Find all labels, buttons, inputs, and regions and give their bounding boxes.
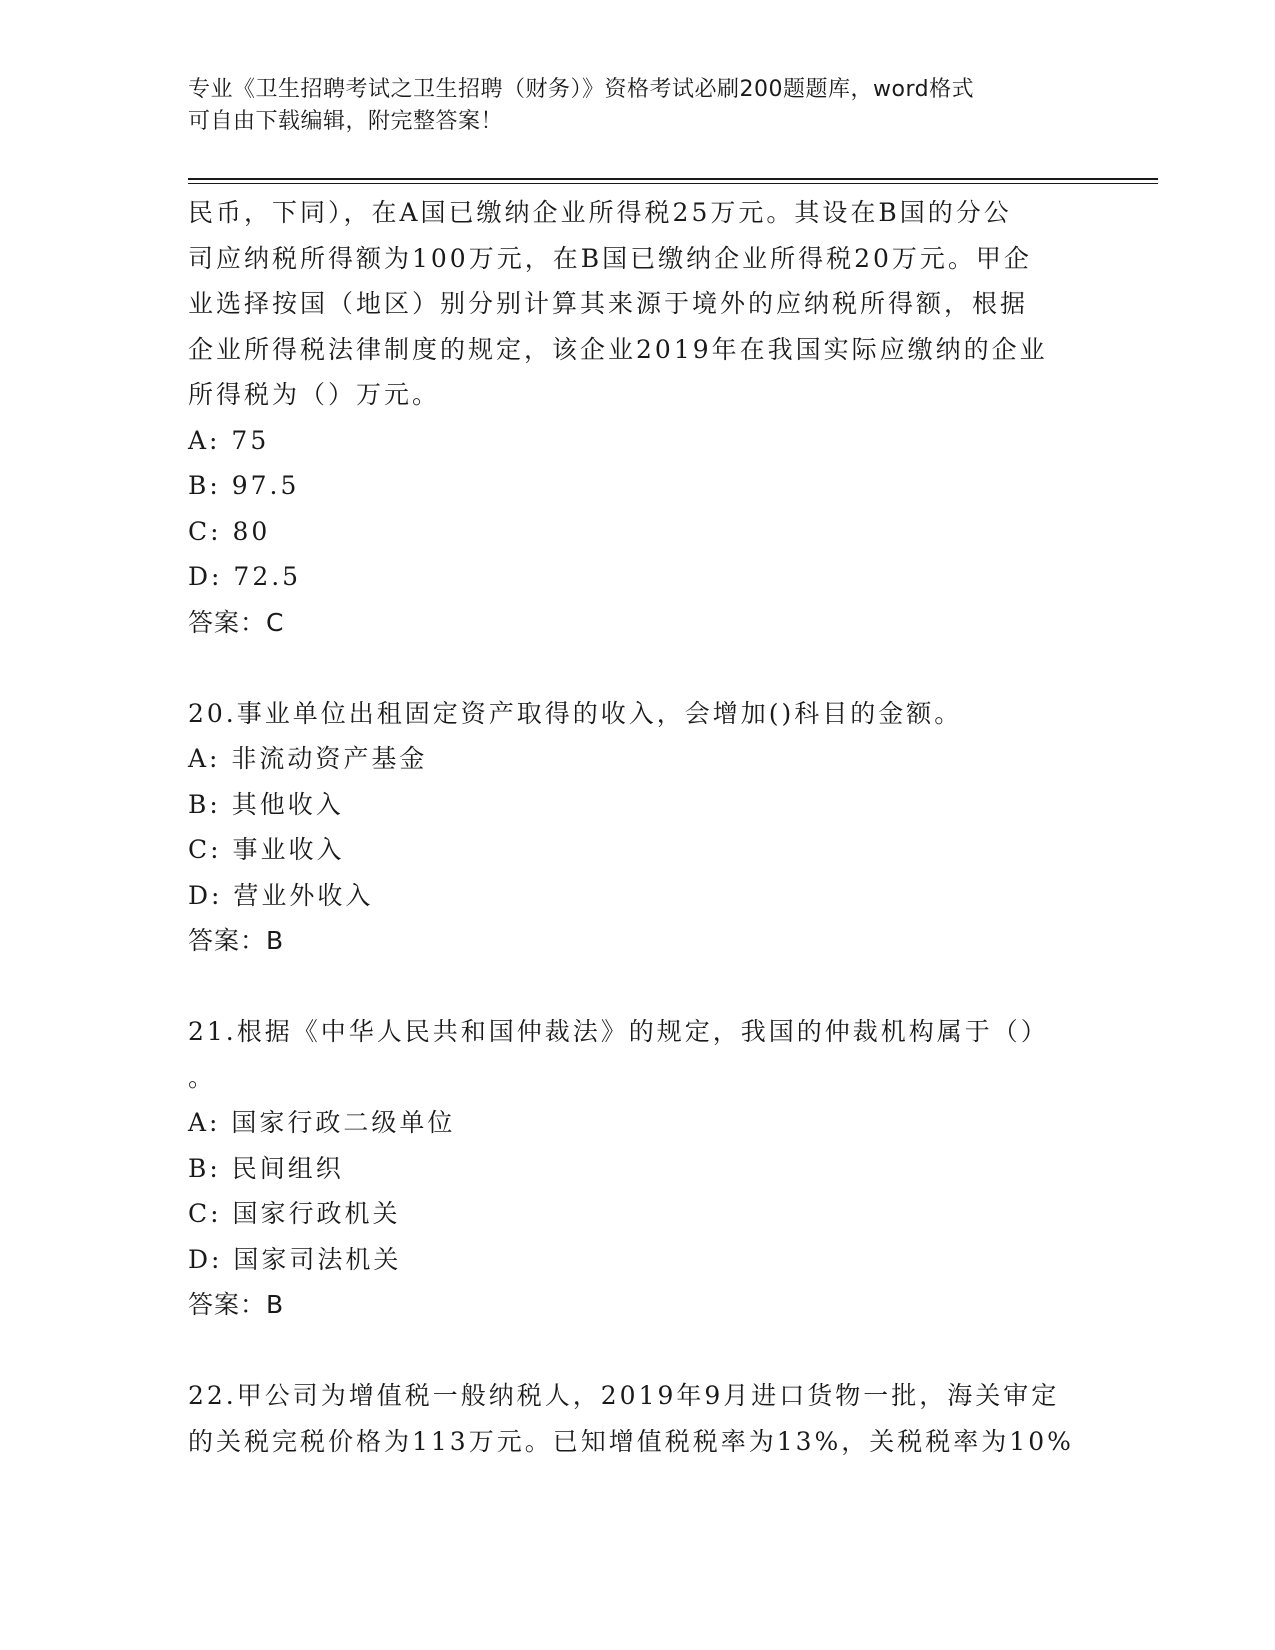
question-content xyxy=(188,190,1088,1464)
question-19-option-a: A: 75 xyxy=(188,425,270,455)
question-19-text-line: 民币，下同），在A国已缴纳企业所得税25万元。其设在B国的分公 xyxy=(188,198,1012,227)
question-21-answer: 答案：B xyxy=(188,1290,285,1319)
question-21-option-d: D: 国家司法机关 xyxy=(188,1244,402,1274)
question-20-option-a: A: 非流动资产基金 xyxy=(188,744,428,773)
question-21 xyxy=(188,1009,1088,1328)
question-19-text-line: 所得税为（）万元。 xyxy=(188,380,441,409)
question-20-text: 20.事业单位出租固定资产取得的收入，会增加()科目的金额。 xyxy=(188,698,963,728)
question-21-text-line: 。 xyxy=(188,1062,217,1092)
header-title-line-1: 专业《卫生招聘考试之卫生招聘（财务）》资格考试必刷200题题库，word格式 xyxy=(188,77,975,102)
question-20-option-d: D: 营业外收入 xyxy=(188,880,374,910)
question-21-option-a: A: 国家行政二级单位 xyxy=(188,1108,456,1137)
question-19-option-b: B: 97.5 xyxy=(188,471,300,500)
document-header xyxy=(188,74,1068,138)
question-21-text-line: 21.根据《中华人民共和国仲裁法》的规定，我国的仲裁机构属于（） xyxy=(188,1017,1049,1046)
question-21-option-b: B: 民间组织 xyxy=(188,1153,344,1183)
question-22 xyxy=(188,1373,1088,1464)
question-19-text-line: 企业所得税法律制度的规定，该企业2019年在我国实际应缴纳的企业 xyxy=(188,334,1048,364)
question-21-option-c: C: 国家行政机关 xyxy=(188,1199,401,1228)
header-divider-thin xyxy=(188,183,1158,184)
question-19-option-d: D: 72.5 xyxy=(188,562,302,591)
question-19-answer: 答案：C xyxy=(188,607,285,637)
question-22-text-line: 22.甲公司为增值税一般纳税人，2019年9月进口货物一批，海关审定 xyxy=(188,1381,1060,1410)
spacer xyxy=(188,645,1088,691)
spacer xyxy=(188,964,1088,1010)
header-divider-thick xyxy=(188,178,1158,180)
question-19-option-c: C: 80 xyxy=(188,516,271,546)
header-title-line-2: 可自由下载编辑，附完整答案！ xyxy=(188,109,504,134)
question-19-text-line: 司应纳税所得额为100万元，在B国已缴纳企业所得税20万元。甲企 xyxy=(188,243,1032,273)
question-20 xyxy=(188,691,1088,964)
question-19 xyxy=(188,190,1088,645)
question-20-answer: 答案：B xyxy=(188,926,285,955)
question-20-option-c: C: 事业收入 xyxy=(188,835,345,864)
question-20-option-b: B: 其他收入 xyxy=(188,789,344,819)
question-22-text-line: 的关税完税价格为113万元。已知增值税税率为13%，关税税率为10% xyxy=(188,1426,1074,1456)
question-19-text-line: 业选择按国（地区）别分别计算其来源于境外的应纳税所得额，根据 xyxy=(188,289,1029,318)
spacer xyxy=(188,1328,1088,1374)
